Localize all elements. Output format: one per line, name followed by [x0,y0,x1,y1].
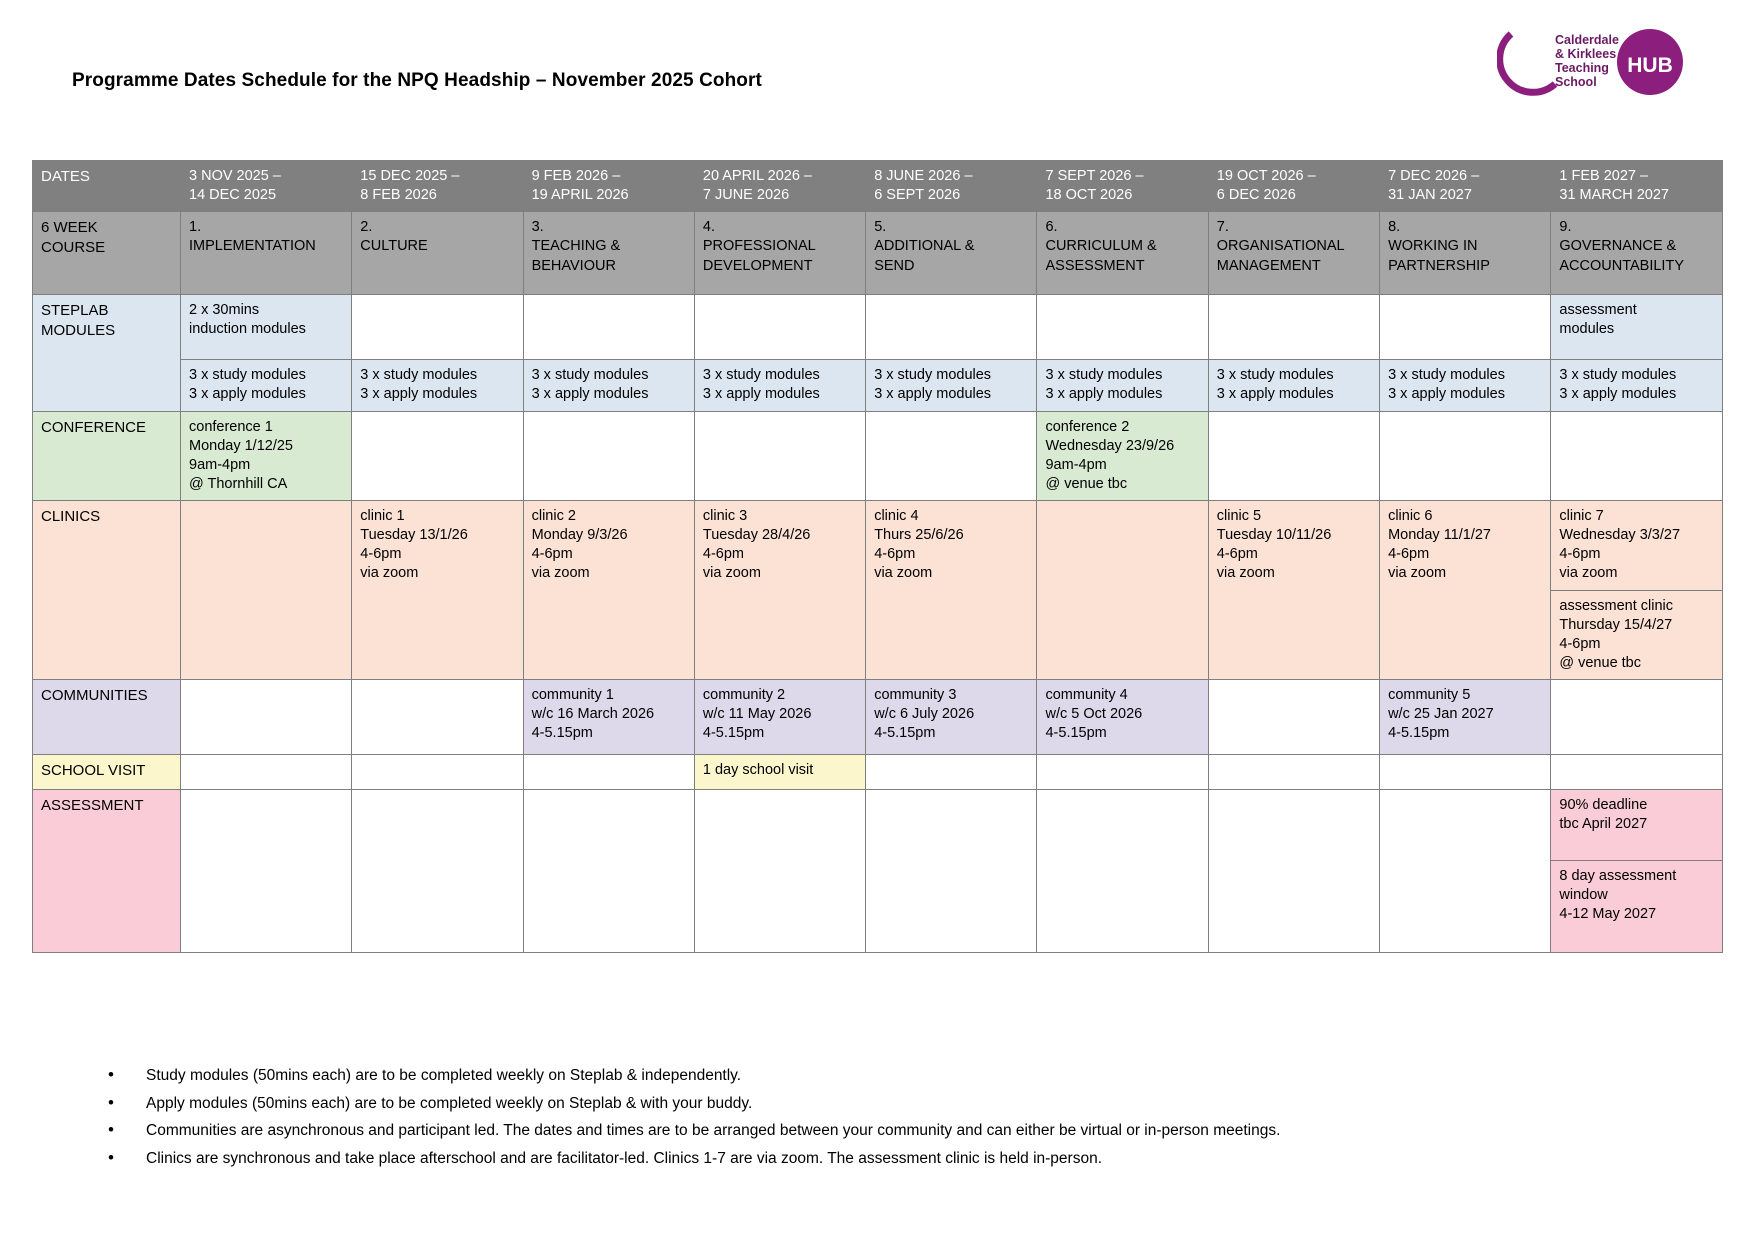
conference-cell [352,411,523,501]
community-cell [1551,680,1722,755]
school-visit-cell [523,755,694,790]
school-visit-cell: 1 day school visit [694,755,865,790]
footnote-item: • Communities are asynchronous and participant led. The dates and times are to be arranged between your community and can either be virtual or in-person meetings. [108,1123,1648,1139]
community-cell [1208,680,1379,755]
steplab-study-cell: 3 x study modules 3 x apply modules [523,360,694,411]
svg-text:& Kirklees: & Kirklees [1555,47,1617,61]
steplab-study-cell: 3 x study modules 3 x apply modules [1551,360,1722,411]
date-range-cell: 15 DEC 2025 – 8 FEB 2026 [352,161,523,212]
course-cell: 8. WORKING IN PARTNERSHIP [1380,212,1551,295]
date-range-cell: 3 NOV 2025 – 14 DEC 2025 [181,161,352,212]
table-row-steplab-induction [33,295,1723,360]
clinic-cell: clinic 2 Monday 9/3/26 4-6pm via zoom [523,501,694,680]
steplab-study-cell: 3 x study modules 3 x apply modules [866,360,1037,411]
row-label-communities: COMMUNITIES [33,680,181,755]
steplab-induction-cell [1208,295,1379,360]
date-range-cell: 7 DEC 2026 – 31 JAN 2027 [1380,161,1551,212]
conference-cell: conference 2 Wednesday 23/9/26 9am-4pm @ venue tbc [1037,411,1208,501]
steplab-induction-cell [523,295,694,360]
clinic-cell [1037,501,1208,680]
steplab-study-cell: 3 x study modules 3 x apply modules [1208,360,1379,411]
svg-text:Calderdale: Calderdale [1555,33,1619,47]
row-label-school-visit: SCHOOL VISIT [33,755,181,790]
steplab-study-cell: 3 x study modules 3 x apply modules [694,360,865,411]
school-visit-cell [352,755,523,790]
table-row-steplab-study [33,360,1723,411]
clinic-cell: clinic 5 Tuesday 10/11/26 4-6pm via zoom [1208,501,1379,680]
programme-schedule-table [32,160,1723,953]
conference-cell [866,411,1037,501]
course-cell: 4. PROFESSIONAL DEVELOPMENT [694,212,865,295]
steplab-induction-cell: 2 x 30mins induction modules [181,295,352,360]
table-row-conference [33,411,1723,501]
school-visit-cell [866,755,1037,790]
table-row-communities [33,680,1723,755]
community-cell [352,680,523,755]
community-cell: community 2 w/c 11 May 2026 4-5.15pm [694,680,865,755]
table-row-clinics [33,501,1723,591]
assessment-window-cell: 8 day assessment window 4-12 May 2027 [1551,861,1722,953]
course-cell: 9. GOVERNANCE & ACCOUNTABILITY [1551,212,1722,295]
course-cell: 2. CULTURE [352,212,523,295]
school-visit-cell [1551,755,1722,790]
clinic-cell [181,501,352,680]
steplab-induction-cell [1037,295,1208,360]
steplab-induction-cell [694,295,865,360]
row-label-conference: CONFERENCE [33,411,181,501]
date-range-cell: 8 JUNE 2026 – 6 SEPT 2026 [866,161,1037,212]
conference-cell: conference 1 Monday 1/12/25 9am-4pm @ Thornhill CA [181,411,352,501]
course-cell: 5. ADDITIONAL & SEND [866,212,1037,295]
footnote-item: • Apply modules (50mins each) are to be completed weekly on Steplab & with your buddy. [108,1096,1648,1112]
school-visit-cell [1208,755,1379,790]
row-label-dates: DATES [33,161,181,212]
community-cell: community 1 w/c 16 March 2026 4-5.15pm [523,680,694,755]
table-row-dates [33,161,1723,212]
conference-cell [523,411,694,501]
conference-cell [1380,411,1551,501]
footnote-item: • Clinics are synchronous and take place afterschool and are facilitator-led. Clinics 1-7 are via zoom. The assessment clinic is held in-person. [108,1151,1648,1167]
svg-text:School: School [1555,75,1597,89]
steplab-study-cell: 3 x study modules 3 x apply modules [181,360,352,411]
clinic-cell: clinic 4 Thurs 25/6/26 4-6pm via zoom [866,501,1037,680]
table-row-assessment-deadline [33,790,1723,861]
row-label-assessment [33,790,181,953]
steplab-induction-cell [1380,295,1551,360]
school-visit-cell [1037,755,1208,790]
community-cell: community 3 w/c 6 July 2026 4-5.15pm [866,680,1037,755]
date-range-cell: 1 FEB 2027 – 31 MARCH 2027 [1551,161,1722,212]
svg-text:HUB: HUB [1627,54,1673,77]
assessment-cell [523,790,694,953]
community-cell [181,680,352,755]
clinic-cell: clinic 3 Tuesday 28/4/26 4-6pm via zoom [694,501,865,680]
row-label-clinics [33,501,181,680]
assessment-cell [1380,790,1551,953]
clinic-cell: clinic 6 Monday 11/1/27 4-6pm via zoom [1380,501,1551,680]
date-range-cell: 7 SEPT 2026 – 18 OCT 2026 [1037,161,1208,212]
assessment-deadline-cell: 90% deadline tbc April 2027 [1551,790,1722,861]
assessment-cell [1208,790,1379,953]
course-cell: 7. ORGANISATIONAL MANAGEMENT [1208,212,1379,295]
steplab-induction-cell [352,295,523,360]
steplab-induction-cell [866,295,1037,360]
assessment-cell [1037,790,1208,953]
date-range-cell: 9 FEB 2026 – 19 APRIL 2026 [523,161,694,212]
date-range-cell: 20 APRIL 2026 – 7 JUNE 2026 [694,161,865,212]
assessment-cell [181,790,352,953]
assessment-cell [352,790,523,953]
assessment-clinic-cell: assessment clinic Thursday 15/4/27 4-6pm @ venue tbc [1551,590,1722,680]
steplab-study-cell: 3 x study modules 3 x apply modules [352,360,523,411]
course-cell: 3. TEACHING & BEHAVIOUR [523,212,694,295]
table-row-course [33,212,1723,295]
date-range-cell: 19 OCT 2026 – 6 DEC 2026 [1208,161,1379,212]
conference-cell [1208,411,1379,501]
clinic-cell: clinic 1 Tuesday 13/1/26 4-6pm via zoom [352,501,523,680]
svg-text:Teaching: Teaching [1555,61,1609,75]
community-cell: community 5 w/c 25 Jan 2027 4-5.15pm [1380,680,1551,755]
row-label-course: 6 WEEK COURSE [33,212,181,295]
footnote-item: • Study modules (50mins each) are to be completed weekly on Steplab & independently. [108,1068,1648,1084]
footnotes [108,1068,1648,1178]
assessment-cell [694,790,865,953]
community-cell: community 4 w/c 5 Oct 2026 4-5.15pm [1037,680,1208,755]
school-visit-cell [1380,755,1551,790]
assessment-cell [866,790,1037,953]
row-label-assessment-text: ASSESSMENT [41,797,144,814]
row-label-clinics-text: CLINICS [41,508,101,525]
conference-cell [694,411,865,501]
schedule-table-container [32,160,1722,953]
course-cell: 1. IMPLEMENTATION [181,212,352,295]
steplab-study-cell: 3 x study modules 3 x apply modules [1380,360,1551,411]
steplab-study-cell: 3 x study modules 3 x apply modules [1037,360,1208,411]
steplab-induction-cell: assessment modules [1551,295,1722,360]
row-label-steplab-modules: STEPLAB MODULES [33,295,181,411]
school-visit-cell [181,755,352,790]
table-row-school-visit [33,755,1723,790]
course-cell: 6. CURRICULUM & ASSESSMENT [1037,212,1208,295]
page-title: Programme Dates Schedule for the NPQ Headship – November 2025 Cohort [72,70,762,91]
conference-cell [1551,411,1722,501]
organisation-logo [1497,22,1697,104]
clinic-cell: clinic 7 Wednesday 3/3/27 4-6pm via zoom [1551,501,1722,591]
